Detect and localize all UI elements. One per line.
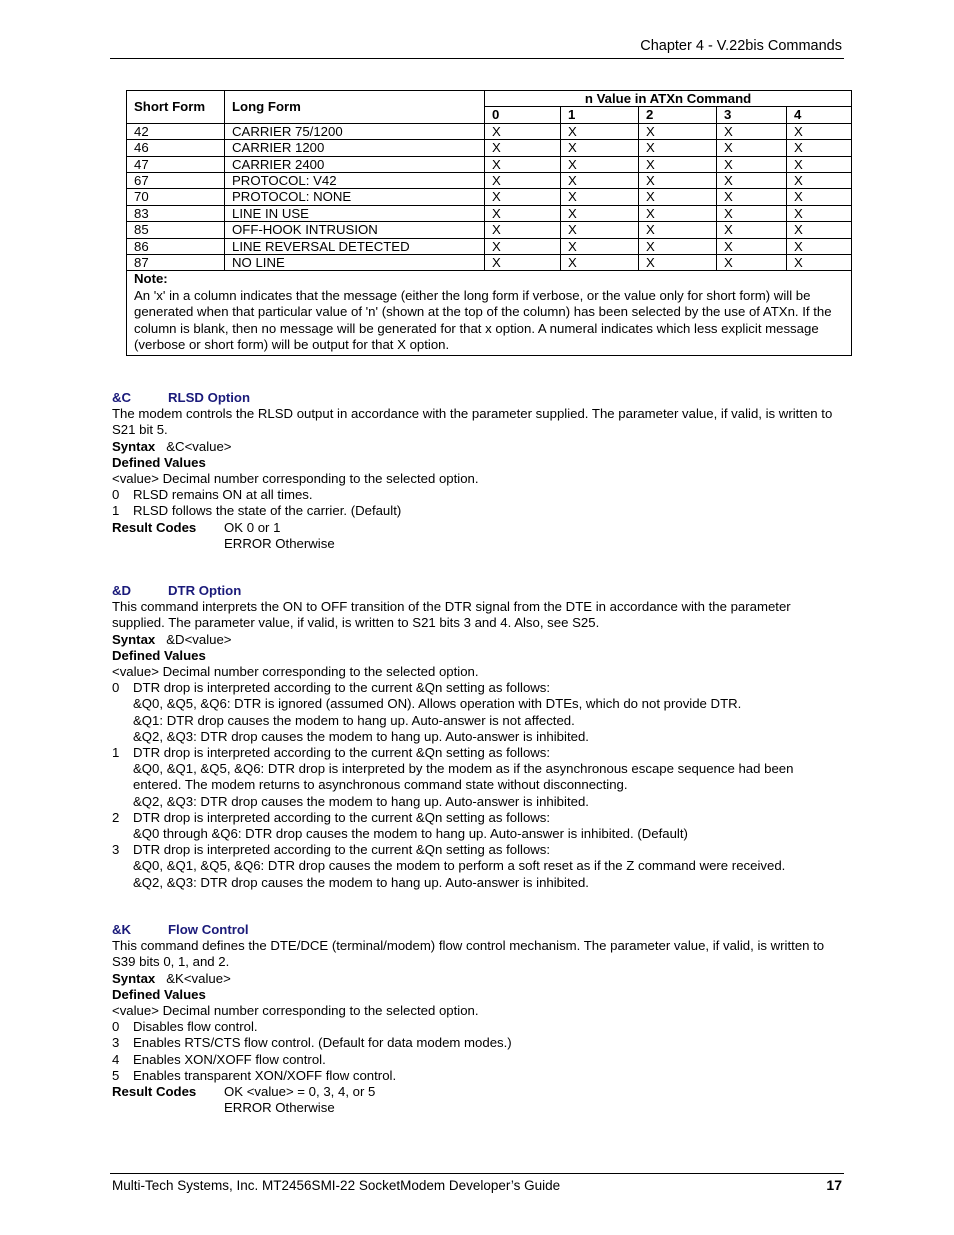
cell-value: X xyxy=(787,156,852,172)
table-row xyxy=(127,156,852,172)
footer-title: Multi-Tech Systems, Inc. MT2456SMI-22 SocketModem Developer’s Guide xyxy=(112,1178,561,1193)
cell-long: LINE IN USE xyxy=(225,205,485,221)
result-code: OK 0 or 1 xyxy=(224,519,281,535)
cell-value: X xyxy=(485,189,561,205)
cell-value: X xyxy=(787,189,852,205)
option-text: RLSD remains ON at all times. xyxy=(133,487,313,503)
cell-value: X xyxy=(485,123,561,139)
n-value-header: 1 xyxy=(561,107,639,123)
cell-value: X xyxy=(787,255,852,271)
cell-value: X xyxy=(561,222,639,238)
cell-value: X xyxy=(485,255,561,271)
table-row xyxy=(127,222,852,238)
option-detail: &Q2, &Q3: DTR drop causes the modem to hang up. Auto-answer is inhibited. xyxy=(133,874,589,890)
section-dtr-option xyxy=(112,583,842,891)
cell-value: X xyxy=(717,189,787,205)
cell-value: X xyxy=(485,173,561,189)
cell-long: CARRIER 75/1200 xyxy=(225,123,485,139)
footer-rule xyxy=(110,1173,844,1174)
option-number: 0 xyxy=(112,680,120,696)
option-detail: &Q0, &Q1, &Q5, &Q6: DTR drop causes the modem to perform a soft reset as if the Z command were received. xyxy=(133,858,786,874)
result-code-table xyxy=(126,90,852,356)
cell-short: 42 xyxy=(127,123,225,139)
option-text: DTR drop is interpreted according to the current &Qn setting as follows: xyxy=(133,842,551,858)
option-item xyxy=(112,1068,842,1084)
option-number: 4 xyxy=(112,1051,120,1067)
option-text: Enables RTS/CTS flow control. (Default for data modem modes.) xyxy=(133,1035,512,1051)
cell-value: X xyxy=(485,156,561,172)
table-row xyxy=(127,189,852,205)
cell-value: X xyxy=(561,189,639,205)
col-header-n-value: n Value in ATXn Command xyxy=(485,91,852,107)
option-number: 1 xyxy=(112,503,120,519)
section-description: The modem controls the RLSD output in accordance with the parameter supplied. The parameter value, if valid, is written to S21 bit 5. xyxy=(112,406,833,438)
page-number: 17 xyxy=(826,1177,842,1193)
option-number: 5 xyxy=(112,1067,120,1083)
note-text: An 'x' in a column indicates that the message (either the long form if verbose, or the value only for short form) will be generated when that particular value of 'n' (shown at the top of the column) has been selected by the use of ATXn. If the column is blank, then no message will be generated for that x option. A numeral indicates which less explicit message (verbose or short form) will be output for that X option. xyxy=(134,287,832,353)
col-header-short-form: Short Form xyxy=(127,91,225,124)
cell-value: X xyxy=(639,255,717,271)
syntax-line xyxy=(112,971,842,987)
n-value-header: 3 xyxy=(717,107,787,123)
cell-value: X xyxy=(639,222,717,238)
section-title xyxy=(112,390,842,406)
table-row xyxy=(127,238,852,254)
cell-value: X xyxy=(639,189,717,205)
cell-value: X xyxy=(561,156,639,172)
section-title xyxy=(112,922,842,938)
cell-value: X xyxy=(639,123,717,139)
col-header-long-form: Long Form xyxy=(225,91,485,124)
cell-value: X xyxy=(639,173,717,189)
option-text: RLSD follows the state of the carrier. (Default) xyxy=(133,503,402,519)
cell-value: X xyxy=(561,173,639,189)
cell-value: X xyxy=(639,140,717,156)
option-text: DTR drop is interpreted according to the current &Qn setting as follows: xyxy=(133,745,551,761)
cell-value: X xyxy=(485,222,561,238)
cell-value: X xyxy=(561,140,639,156)
syntax-label: Syntax xyxy=(112,438,156,454)
syntax-value: &K<value> xyxy=(166,970,231,986)
command-name: &D xyxy=(112,583,132,598)
cell-short: 67 xyxy=(127,173,225,189)
cell-value: X xyxy=(787,123,852,139)
cell-value: X xyxy=(639,205,717,221)
command-title: RLSD Option xyxy=(168,390,251,405)
cell-value: X xyxy=(717,156,787,172)
cell-value: X xyxy=(717,238,787,254)
cell-value: X xyxy=(787,173,852,189)
cell-long: PROTOCOL: V42 xyxy=(225,173,485,189)
command-title: Flow Control xyxy=(168,922,249,937)
cell-short: 85 xyxy=(127,222,225,238)
cell-long: CARRIER 2400 xyxy=(225,156,485,172)
syntax-value: &D<value> xyxy=(166,631,232,647)
option-number: 1 xyxy=(112,745,120,761)
cell-short: 83 xyxy=(127,205,225,221)
cell-value: X xyxy=(717,173,787,189)
result-code: OK <value> = 0, 3, 4, or 5 xyxy=(224,1084,376,1100)
option-number: 2 xyxy=(112,809,120,825)
option-detail: &Q0, &Q1, &Q5, &Q6: DTR drop is interpreted by the modem as if the asynchronous escape sequence had been entered. The modem returns to asynchronous command state without disconnecting. xyxy=(133,761,794,793)
value-description: <value> Decimal number corresponding to the selected option. xyxy=(112,471,479,487)
syntax-value: &C<value> xyxy=(166,438,232,454)
cell-value: X xyxy=(639,238,717,254)
option-item xyxy=(112,487,842,503)
table-row xyxy=(127,123,852,139)
cell-value: X xyxy=(717,205,787,221)
option-number: 3 xyxy=(112,1035,120,1051)
defined-values-label: Defined Values xyxy=(112,454,206,470)
section-rlsd-option xyxy=(112,390,842,552)
result-codes xyxy=(112,1084,842,1100)
option-item xyxy=(112,680,842,696)
option-item xyxy=(112,810,842,826)
option-text: Enables transparent XON/XOFF flow control. xyxy=(133,1067,397,1083)
cell-short: 86 xyxy=(127,238,225,254)
cell-value: X xyxy=(561,238,639,254)
command-name: &C xyxy=(112,390,132,405)
result-code: ERROR Otherwise xyxy=(224,535,335,551)
table-note xyxy=(127,271,852,356)
cell-value: X xyxy=(787,205,852,221)
option-detail: &Q0, &Q5, &Q6: DTR is ignored (assumed ON). Allows operation with DTEs, which do not provide DTR. xyxy=(133,696,742,712)
option-number: 0 xyxy=(112,1019,120,1035)
cell-value: X xyxy=(717,255,787,271)
result-code: ERROR Otherwise xyxy=(224,1100,335,1116)
cell-long: OFF-HOOK INTRUSION xyxy=(225,222,485,238)
option-text: DTR drop is interpreted according to the current &Qn setting as follows: xyxy=(133,809,551,825)
cell-long: LINE REVERSAL DETECTED xyxy=(225,238,485,254)
section-description: This command defines the DTE/DCE (terminal/modem) flow control mechanism. The parameter value, if valid, is written to S39 bits 0, 1, and 2. xyxy=(112,938,825,970)
n-value-header: 4 xyxy=(787,107,852,123)
syntax-label: Syntax xyxy=(112,970,156,986)
option-detail: &Q0 through &Q6: DTR drop causes the modem to hang up. Auto-answer is inhibited. (Default) xyxy=(133,826,688,842)
command-title: DTR Option xyxy=(168,583,242,598)
cell-value: X xyxy=(561,205,639,221)
defined-values-label: Defined Values xyxy=(112,647,206,663)
cell-value: X xyxy=(787,238,852,254)
table-row xyxy=(127,205,852,221)
cell-value: X xyxy=(787,140,852,156)
cell-value: X xyxy=(485,140,561,156)
page-header: Chapter 4 - V.22bis Commands xyxy=(640,38,842,54)
option-item xyxy=(112,745,842,761)
option-item xyxy=(112,503,842,519)
header-rule xyxy=(110,58,844,59)
value-description: <value> Decimal number corresponding to the selected option. xyxy=(112,1003,479,1019)
cell-value: X xyxy=(717,222,787,238)
cell-value: X xyxy=(717,140,787,156)
result-codes xyxy=(112,520,842,536)
option-item xyxy=(112,1019,842,1035)
cell-short: 46 xyxy=(127,140,225,156)
cell-long: NO LINE xyxy=(225,255,485,271)
section-description: This command interprets the ON to OFF transition of the DTR signal from the DTE in accordance with the parameter supplied. The parameter value, if valid, is written to S21 bits 3 and 4. Also, see S25. xyxy=(112,599,791,631)
cell-value: X xyxy=(561,123,639,139)
note-label: Note: xyxy=(134,271,168,287)
option-detail: &Q1: DTR drop causes the modem to hang up. Auto-answer is not affected. xyxy=(133,712,575,728)
cell-short: 47 xyxy=(127,156,225,172)
option-number: 3 xyxy=(112,842,120,858)
cell-value: X xyxy=(485,205,561,221)
cell-short: 87 xyxy=(127,255,225,271)
section-flow-control xyxy=(112,922,842,1116)
cell-value: X xyxy=(787,222,852,238)
table-row xyxy=(127,173,852,189)
section-title xyxy=(112,583,842,599)
option-text: Enables XON/XOFF flow control. xyxy=(133,1051,326,1067)
option-number: 0 xyxy=(112,487,120,503)
option-item xyxy=(112,1052,842,1068)
table-row xyxy=(127,255,852,271)
n-value-header: 2 xyxy=(639,107,717,123)
result-codes-label: Result Codes xyxy=(112,519,197,535)
command-name: &K xyxy=(112,922,132,937)
value-description: <value> Decimal number corresponding to the selected option. xyxy=(112,664,479,680)
cell-long: CARRIER 1200 xyxy=(225,140,485,156)
table-row xyxy=(127,140,852,156)
defined-values-label: Defined Values xyxy=(112,986,206,1002)
table-note-row xyxy=(127,271,852,356)
cell-short: 70 xyxy=(127,189,225,205)
option-detail: &Q2, &Q3: DTR drop causes the modem to hang up. Auto-answer is inhibited. xyxy=(133,728,589,744)
syntax-line xyxy=(112,632,842,648)
option-detail: &Q2, &Q3: DTR drop causes the modem to hang up. Auto-answer is inhibited. xyxy=(133,793,589,809)
cell-value: X xyxy=(485,238,561,254)
cell-value: X xyxy=(639,156,717,172)
option-text: DTR drop is interpreted according to the current &Qn setting as follows: xyxy=(133,680,551,696)
n-value-header: 0 xyxy=(485,107,561,123)
syntax-label: Syntax xyxy=(112,631,156,647)
option-text: Disables flow control. xyxy=(133,1019,258,1035)
cell-value: X xyxy=(561,255,639,271)
result-codes-label: Result Codes xyxy=(112,1084,197,1100)
cell-long: PROTOCOL: NONE xyxy=(225,189,485,205)
syntax-line xyxy=(112,439,842,455)
option-item xyxy=(112,842,842,858)
option-item xyxy=(112,1035,842,1051)
cell-value: X xyxy=(717,123,787,139)
